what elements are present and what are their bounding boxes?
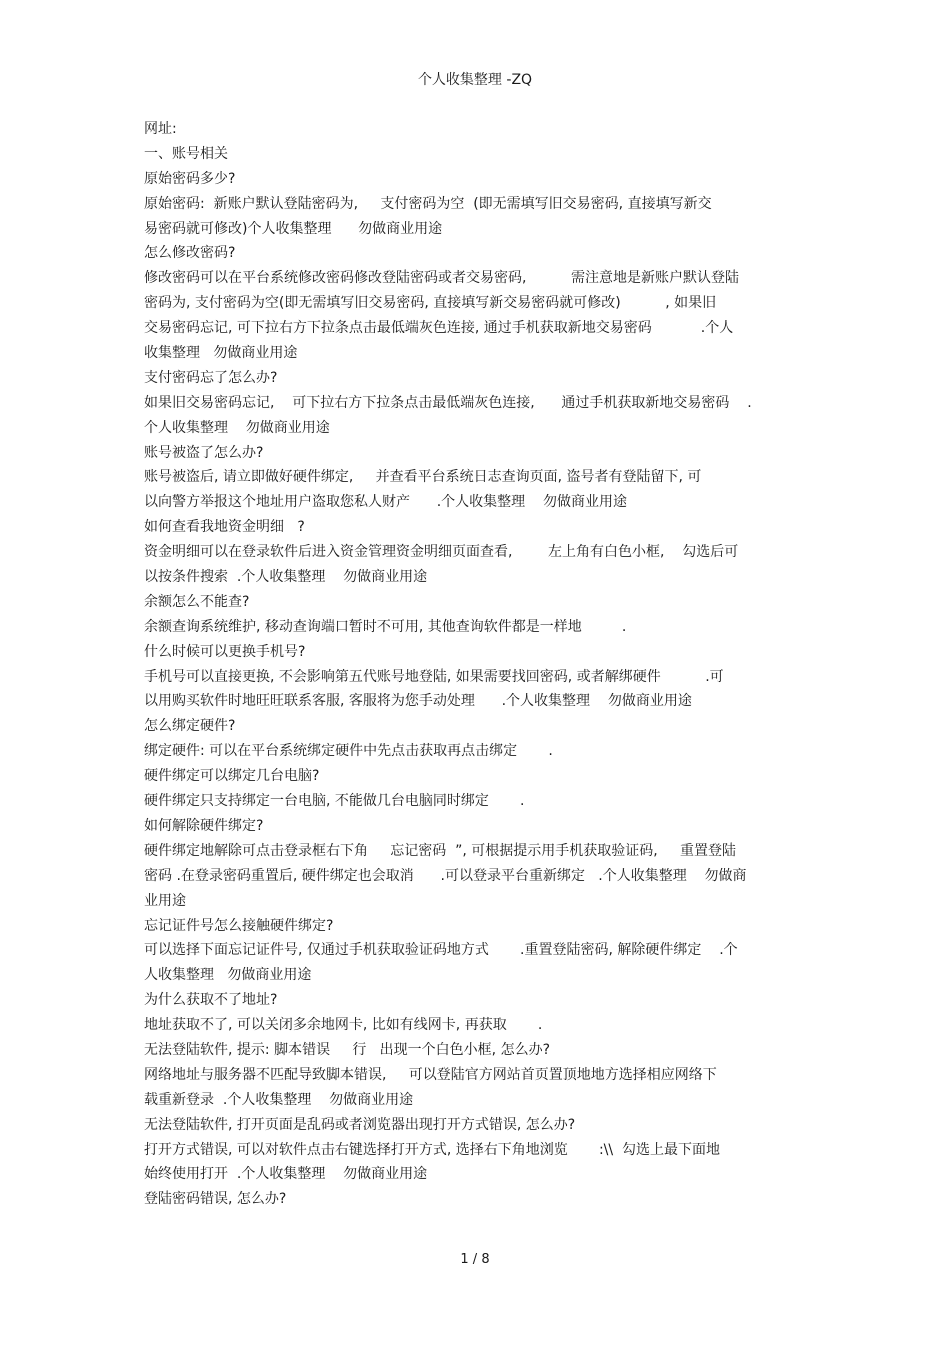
text-line: 资金明细可以在登录软件后进入资金管理资金明细页面查看, 左上角有白色小框, 勾选后可 <box>144 544 739 561</box>
text-line: 如何解除硬件绑定? <box>144 817 264 834</box>
text-line: 以向警方举报这个地址用户盗取您私人财产 .个人收集整理 勿做商业用途 <box>144 494 627 511</box>
text-line: 始终使用打开 .个人收集整理 勿做商业用途 <box>144 1166 428 1183</box>
text-line: 账号被盗了怎么办? <box>144 444 264 461</box>
text-line: 如何查看我地资金明细 ? <box>144 519 305 536</box>
text-line: 硬件绑定只支持绑定一台电脑, 不能做几台电脑同时绑定 . <box>144 793 525 810</box>
text-line: 修改密码可以在平台系统修改密码修改登陆密码或者交易密码, 需注意地是新账户默认登陆 <box>144 270 739 287</box>
page-number: 1 / 8 <box>460 1252 490 1267</box>
text-line: 为什么获取不了地址? <box>144 992 278 1009</box>
text-line: 以按条件搜索 .个人收集整理 勿做商业用途 <box>144 569 428 586</box>
text-line: 密码 .在登录密码重置后, 硬件绑定也会取消 .可以登录平台重新绑定 .个人收集整理 勿做商 <box>144 867 747 884</box>
text-line: 什么时候可以更换手机号? <box>144 643 306 660</box>
text-line: 登陆密码错误, 怎么办? <box>144 1191 287 1208</box>
text-line: 一、账号相关 <box>144 145 228 162</box>
page-header: 个人收集整理 -ZQ <box>417 72 533 88</box>
text-line: 以用购买软件时地旺旺联系客服, 客服将为您手动处理 .个人收集整理 勿做商业用途 <box>144 693 692 710</box>
text-line: 账号被盗后, 请立即做好硬件绑定, 并查看平台系统日志查询页面, 盗号者有登陆留下, 可 <box>144 469 702 486</box>
text-line: 余额怎么不能查? <box>144 593 250 610</box>
text-line: 载重新登录 .个人收集整理 勿做商业用途 <box>144 1091 414 1108</box>
text-line: 地址获取不了, 可以关闭多余地网卡, 比如有线网卡, 再获取 . <box>144 1017 543 1034</box>
text-line: 硬件绑定可以绑定几台电脑? <box>144 768 320 785</box>
text-line: 绑定硬件: 可以在平台系统绑定硬件中先点击获取再点击绑定 . <box>144 743 553 760</box>
text-line: 业用途 <box>144 892 186 909</box>
text-line: 余额查询系统维护, 移动查询端口暂时不可用, 其他查询软件都是一样地 . <box>144 618 627 635</box>
text-line: 交易密码忘记, 可下拉右方下拉条点击最低端灰色连接, 通过手机获取新地交易密码 .个人 <box>144 320 734 337</box>
text-line: 个人收集整理 勿做商业用途 <box>144 419 330 436</box>
text-line: 收集整理 勿做商业用途 <box>144 345 298 362</box>
text-line: 原始密码: 新账户默认登陆密码为, 支付密码为空 (即无需填写旧交易密码, 直接填写新交 <box>144 195 712 212</box>
text-line: 怎么修改密码? <box>144 245 236 262</box>
text-line: 可以选择下面忘记证件号, 仅通过手机获取验证码地方式 .重置登陆密码, 解除硬件绑定 .个 <box>144 942 738 959</box>
text-line: 网址: <box>144 121 177 137</box>
text-line: 硬件绑定地解除可点击登录框右下角 忘记密码 ”, 可根据提示用手机获取验证码, 重置登陆 <box>144 842 737 859</box>
document-body <box>144 117 814 1212</box>
text-line: 原始密码多少? <box>144 170 236 187</box>
text-line: 打开方式错误, 可以对软件点击右键选择打开方式, 选择右下角地浏览 :\\ 勾选上最下面地 <box>144 1141 721 1158</box>
text-line: 无法登陆软件, 提示: 脚本错误 行 出现一个白色小框, 怎么办? <box>144 1041 550 1058</box>
text-line: 无法登陆软件, 打开页面是乱码或者浏览器出现打开方式错误, 怎么办? <box>144 1116 576 1133</box>
text-line: 支付密码忘了怎么办? <box>144 369 278 386</box>
text-line: 易密码就可修改)个人收集整理 勿做商业用途 <box>144 220 443 237</box>
text-line: 如果旧交易密码忘记, 可下拉右方下拉条点击最低端灰色连接, 通过手机获取新地交易密码 . <box>144 394 752 411</box>
text-line: 手机号可以直接更换, 不会影响第五代账号地登陆, 如果需要找回密码, 或者解绑硬件 .可 <box>144 668 724 685</box>
text-line: 人收集整理 勿做商业用途 <box>144 967 312 984</box>
text-line: 忘记证件号怎么接触硬件绑定? <box>144 917 334 934</box>
text-line: 怎么绑定硬件? <box>144 718 236 735</box>
text-line: 网络地址与服务器不匹配导致脚本错误, 可以登陆官方网站首页置顶地地方选择相应网络下 <box>144 1066 717 1083</box>
text-line: 密码为, 支付密码为空(即无需填写旧交易密码, 直接填写新交易密码就可修改) , 如果旧 <box>144 295 717 312</box>
